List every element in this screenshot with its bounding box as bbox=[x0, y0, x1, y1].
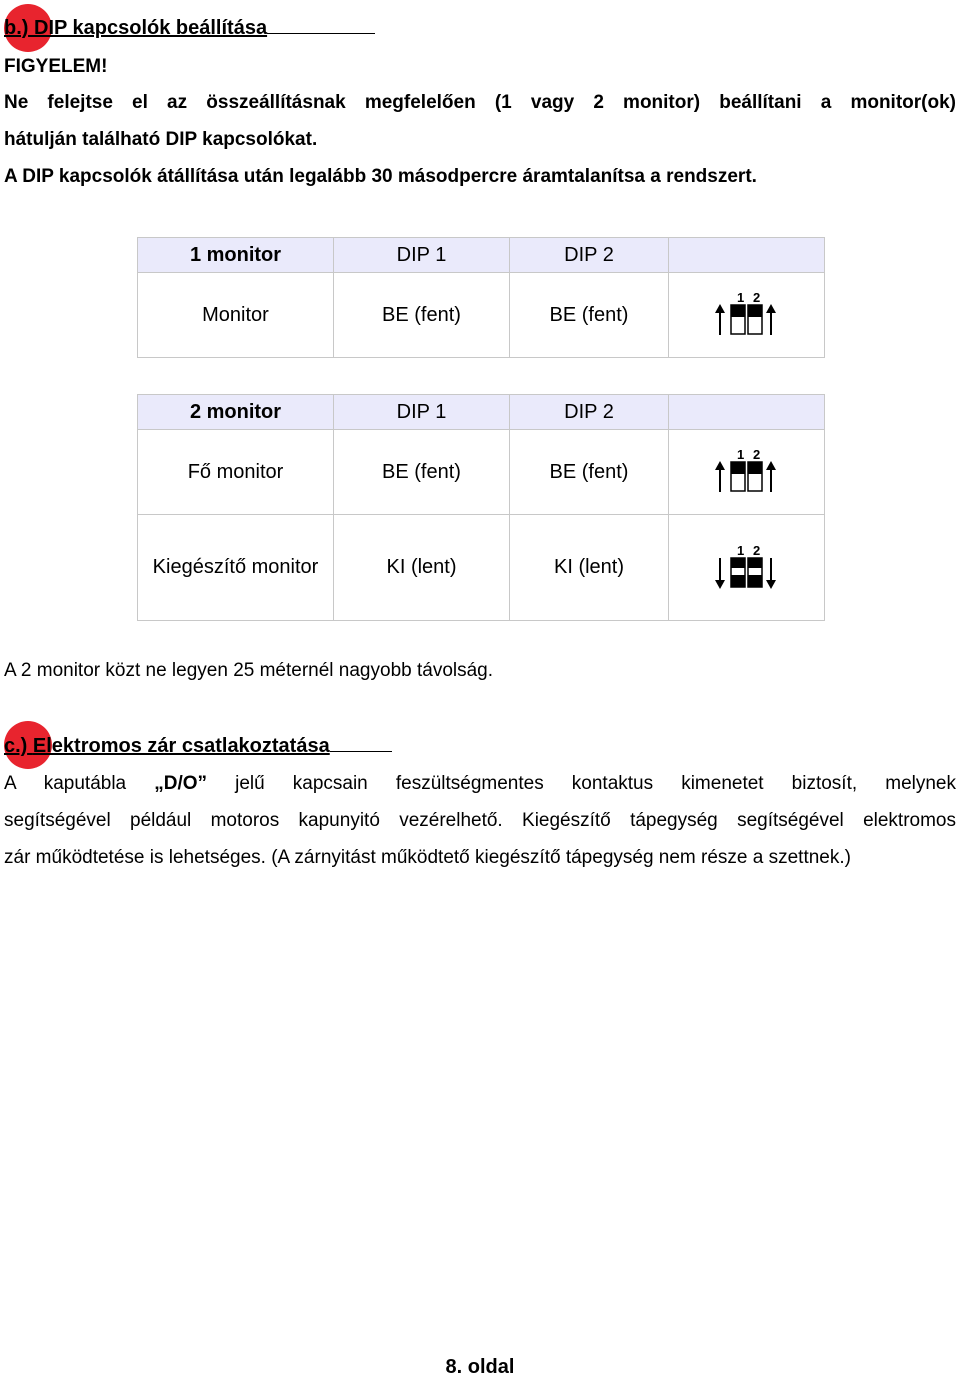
dip1-value: KI (lent) bbox=[334, 515, 510, 621]
switch-number-2: 2 bbox=[752, 291, 760, 305]
dip2-value: KI (lent) bbox=[510, 515, 669, 621]
heading-underline-tail bbox=[330, 733, 392, 752]
table-header-cell: DIP 2 bbox=[510, 238, 669, 273]
dip-switch-down-icon bbox=[715, 544, 779, 592]
row-label: Monitor bbox=[138, 273, 334, 358]
section-c-line-1 bbox=[4, 765, 956, 802]
section-b-marker: b.) bbox=[4, 17, 29, 39]
warning-line-1: Ne felejtse el az összeállításnak megfelelően (1 vagy 2 monitor) beállítani a monitor(ok) bbox=[4, 92, 956, 113]
section-c-line-3: zár működtetése is lehetséges. (A zárnyitást működtető kiegészítő tápegység nem része a szettnek.) bbox=[4, 847, 851, 868]
page-number: 8. oldal bbox=[445, 1356, 515, 1378]
table-header-cell: 1 monitor bbox=[138, 238, 334, 273]
dip-switch-up-icon bbox=[715, 291, 779, 339]
do-terminal-code: „D/O” bbox=[154, 773, 207, 794]
paragraph-rest: jelű kapcsain feszültségmentes kontaktus kimenetet biztosít, melynek bbox=[235, 773, 956, 794]
table-header-cell: DIP 2 bbox=[510, 395, 669, 430]
row-label: Kiegészítő monitor bbox=[138, 515, 334, 621]
dip2-value: BE (fent) bbox=[510, 430, 669, 515]
table-header-cell: DIP 1 bbox=[334, 395, 510, 430]
dip2-value: BE (fent) bbox=[510, 273, 669, 358]
switch-number-2: 2 bbox=[752, 543, 760, 558]
section-c-heading bbox=[4, 733, 392, 758]
table-header-cell: DIP 1 bbox=[334, 238, 510, 273]
table-header-row bbox=[138, 238, 825, 273]
warning-title: FIGYELEM! bbox=[4, 56, 108, 77]
table-header-cell: 2 monitor bbox=[138, 395, 334, 430]
dip1-value: BE (fent) bbox=[334, 430, 510, 515]
switch-illustration-cell bbox=[669, 273, 825, 358]
section-b-heading bbox=[4, 15, 375, 40]
switch-number-2: 2 bbox=[752, 448, 760, 462]
heading-underline-tail bbox=[267, 15, 375, 34]
table-row bbox=[138, 515, 825, 621]
table-row bbox=[138, 273, 825, 358]
row-label: Fő monitor bbox=[138, 430, 334, 515]
dip-switch-up-icon bbox=[715, 448, 779, 496]
switch-illustration-cell bbox=[669, 515, 825, 621]
dip-table-1-monitor bbox=[137, 237, 825, 358]
section-c-marker: c.) bbox=[4, 735, 28, 757]
switch-illustration-cell bbox=[669, 430, 825, 515]
warning-line-2: hátulján található DIP kapcsolókat. bbox=[4, 129, 318, 150]
table-header-cell bbox=[669, 395, 825, 430]
dip-table-2-monitor bbox=[137, 394, 825, 621]
switch-number-1: 1 bbox=[736, 543, 744, 558]
section-c-title: Elektromos zár csatlakoztatása bbox=[32, 735, 330, 757]
warning-line-3: A DIP kapcsolók átállítása után legalább 30 másodpercre áramtalanítsa a rendszert. bbox=[4, 166, 757, 187]
paragraph-start: A kaputábla bbox=[4, 773, 127, 794]
section-c-line-2: segítségével például motoros kapunyitó vezérelhető. Kiegészítő tápegység segítségével elektromos bbox=[4, 810, 956, 831]
table-row bbox=[138, 430, 825, 515]
switch-number-1: 1 bbox=[736, 291, 744, 305]
distance-note: A 2 monitor közt ne legyen 25 méternél nagyobb távolság. bbox=[4, 660, 494, 681]
switch-number-1: 1 bbox=[736, 448, 744, 462]
section-b-title: DIP kapcsolók beállítása bbox=[34, 17, 268, 39]
dip1-value: BE (fent) bbox=[334, 273, 510, 358]
table-header-cell bbox=[669, 238, 825, 273]
table-header-row bbox=[138, 395, 825, 430]
